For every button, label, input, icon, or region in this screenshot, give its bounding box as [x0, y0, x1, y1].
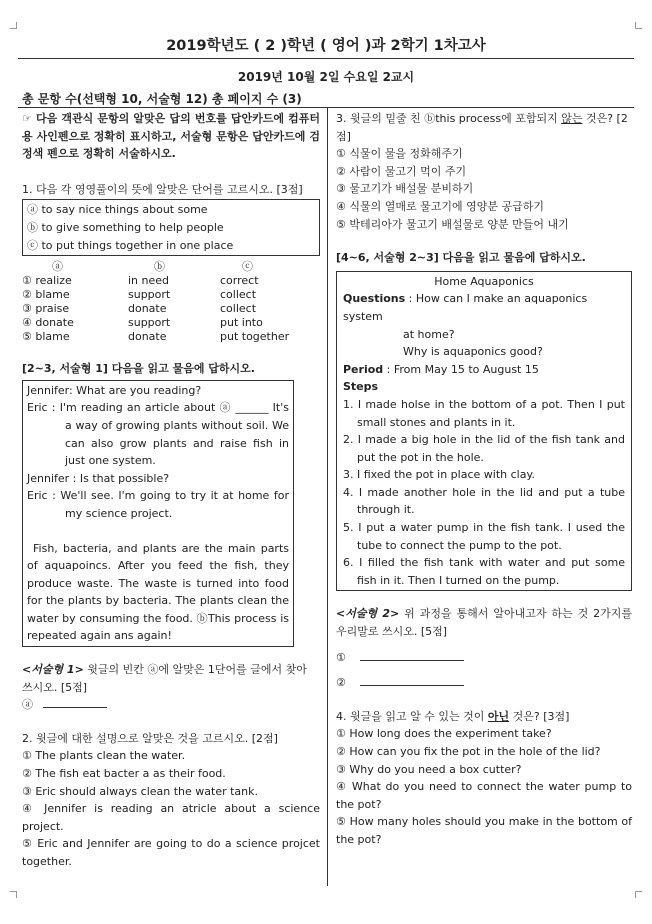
sq2-blank[interactable]	[360, 649, 464, 661]
step-item: 3. I fixed the pot in place with clay.	[343, 468, 535, 482]
q3-option[interactable]: ① 식물이 물을 정화해주기	[336, 147, 463, 161]
q4-option[interactable]: ② How can you fix the pot in the hole of the lid?	[336, 745, 601, 758]
period-value: : From May 15 to August 15	[386, 362, 539, 376]
dialogue-box	[22, 380, 294, 647]
step-item: 5. I put a water pump in the fish tank. I used the tube to connect the pump to the pot.	[343, 521, 625, 552]
box-title: Home Aquaponics	[434, 274, 534, 288]
box-questions	[343, 290, 625, 325]
q1-opt: donate	[128, 302, 167, 316]
q1-opt[interactable]: ③ praise	[22, 302, 70, 316]
dialogue-line: Eric : I'm reading an article about ⓐ ______ It's a way of growing plants without soil. We can also grow plants and raise fish in just one system.	[27, 401, 289, 468]
q1-opt: collect	[220, 302, 257, 316]
step-item: 6. I filled the fish tank with water and put some fish in it. Then I turned on the pump.	[343, 556, 625, 587]
q3-option[interactable]: ④ 식물의 열매로 물고기에 영양분 공급하기	[336, 199, 544, 213]
question-line: Why is aquaponics good?	[403, 345, 543, 359]
sq1-label: <서술형 1>	[22, 663, 84, 677]
sq2-text: 위 과정을 통해서 알아내고자 하는 것 2가지를 우리말로 쓰시오. [5점]	[336, 607, 633, 639]
sq2-mark: ①	[336, 650, 346, 664]
corner-mark	[635, 22, 642, 29]
q1-opt: put together	[220, 330, 290, 344]
q23-heading: [2~3, 서술형 1] 다음을 읽고 물음에 답하시오.	[22, 362, 255, 376]
q4-option[interactable]: ④ What do you need to connect the water pump to the pot?	[336, 780, 632, 811]
q3-stem	[336, 110, 632, 145]
sq2-mark: ②	[336, 676, 346, 690]
q3-stem-b: 것은? [2점]	[336, 112, 628, 143]
q2-stem: 2. 윗글에 대한 설명으로 알맞은 것을 고르시오. [2점]	[22, 731, 278, 745]
step-item: 4. I made another hole in the lid and put a tube through it.	[343, 485, 625, 517]
q1-opt: support	[128, 316, 171, 330]
q4-stem-emphasis: 아닌	[487, 709, 510, 723]
column-divider	[327, 108, 328, 886]
sq2-question	[336, 605, 632, 640]
title-rule	[18, 58, 634, 59]
q2-option[interactable]: ② The fish eat bacter a as their food.	[22, 767, 226, 781]
q3-option[interactable]: ② 사람이 물고기 먹이 주기	[336, 164, 467, 178]
exam-date: 2019년 10월 2일 수요일 2교시	[237, 70, 415, 84]
q2-option[interactable]: ④ Jennifer is reading an atricle about a science project.	[22, 802, 320, 833]
q3-stem-a: 3. 윗글의 밑줄 친 ⓑthis process에 포함되지	[336, 112, 562, 125]
sq2-blank[interactable]	[360, 674, 464, 686]
q3-option[interactable]: ③ 물고기가 배설물 분비하기	[336, 182, 474, 196]
q1-opt: donate	[128, 330, 167, 344]
sq2-answer-2	[336, 674, 632, 692]
q4-stem-a: 4. 윗글을 읽고 알 수 있는 것이	[336, 709, 488, 723]
q2-option[interactable]: ① The plants clean the water.	[22, 749, 186, 763]
q1-opt: support	[128, 288, 171, 302]
q1-definitions-box	[22, 199, 320, 256]
question-line: : How can I make an aquaponics system	[343, 292, 588, 323]
sq1-answer-blank[interactable]	[43, 696, 107, 708]
q1-def-c: ⓒ to put things together in one place	[27, 238, 234, 252]
q1-def-b: ⓑ to give something to help people	[27, 220, 224, 234]
q4-option[interactable]: ① How long does the experiment take?	[336, 727, 552, 741]
sq1-answer	[22, 696, 320, 714]
aquaponics-box	[336, 271, 632, 592]
dialogue-line: Jennifer: What are you reading?	[27, 383, 202, 397]
step-item: 2. I made a big hole in the lid of the fish tank and put the pot in the hole.	[343, 433, 625, 464]
q1-opt: put into	[220, 316, 263, 330]
q4-stem-b: 것은? [3점]	[509, 709, 570, 723]
q1-opt[interactable]: ① realize	[22, 274, 72, 288]
q1-opt: collect	[220, 288, 257, 302]
sq1-question	[22, 661, 320, 696]
q1-opt[interactable]: ② blame	[22, 288, 70, 302]
header-rule	[18, 107, 634, 108]
q4-option[interactable]: ③ Why do you need a box cutter?	[336, 762, 522, 776]
q3-option[interactable]: ⑤ 박테리아가 물고기 배설물로 양분 만들어 내기	[336, 217, 569, 231]
sq1-answer-mark: ⓐ	[22, 698, 33, 712]
question-line: at home?	[403, 327, 455, 341]
step-item: 1. I made holse in the bottom of a pot. Then I put small stones and plants in it.	[343, 397, 625, 429]
q3-stem-emphasis: 않는	[561, 112, 583, 125]
exam-page	[18, 30, 634, 890]
left-column	[22, 110, 320, 871]
q1-opt[interactable]: ④ donate	[22, 316, 74, 330]
q1-opt: in need	[128, 274, 170, 288]
q1-header-b: ⓑ	[154, 260, 165, 274]
q2-option[interactable]: ⑤ Eric and Jennifer are going to do a science projcet together.	[22, 837, 320, 868]
questions-label: Questions	[343, 292, 406, 306]
period-label: Period	[343, 362, 384, 376]
exam-title: 2019학년도 ( 2 )학년 ( 영어 )과 2학기 1차고사	[166, 38, 486, 54]
q1-opt: correct	[220, 274, 259, 288]
q1-def-a: ⓐ to say nice things about some	[27, 203, 208, 217]
instruction: ☞ 다음 객관식 문항의 알맞은 답의 번호를 답안카드에 컴퓨터용 사인펜으로 정확히 표시하고, 서술형 문항은 답안카드에 검정색 펜으로 정확히 서술하시오.	[22, 112, 320, 161]
passage: Fish, bacteria, and plants are the main parts of aquapoincs. After you feed the fish, they produce waste. The waste is turned into food for the plants by bacteria. The plants clean the water by consuming the food. ⓑThis process is repeated again ans again!	[27, 541, 289, 643]
sq1-text: 윗글의 빈칸 ⓐ에 알맞은 1단어를 글에서 찾아 쓰시오. [5점]	[22, 663, 307, 694]
q2-option[interactable]: ③ Eric should always clean the water tank.	[22, 784, 259, 798]
q1-header-a: ⓐ	[52, 260, 63, 274]
dialogue-line: Jennifer : Is that possible?	[27, 471, 170, 485]
q1-options	[22, 260, 320, 344]
exam-summary: 총 문항 수(선택형 10, 서술형 12) 총 페이지 수 (3)	[22, 92, 302, 106]
right-column	[336, 110, 632, 849]
corner-mark	[10, 22, 17, 29]
q4-option[interactable]: ⑤ How many holes should you make in the bottom of the pot?	[336, 815, 632, 846]
sq2-answer-1	[336, 649, 632, 667]
corner-mark	[10, 891, 17, 898]
q1-stem: 1. 다음 각 영영풀이의 뜻에 알맞은 단어를 고르시오. [3점]	[22, 182, 303, 196]
sq2-label: <서술형 2>	[336, 607, 400, 621]
box-period	[343, 361, 625, 379]
corner-mark	[635, 891, 642, 898]
q4-stem	[336, 708, 632, 726]
q46-heading: [4~6, 서술형 2~3] 다음을 읽고 물음에 답하시오.	[336, 251, 586, 265]
q1-header-c: ⓒ	[242, 260, 253, 274]
q1-opt[interactable]: ⑤ blame	[22, 330, 70, 344]
steps-label: Steps	[343, 380, 379, 394]
dialogue-line: Eric : We'll see. I'm going to try it at home for my science project.	[27, 489, 289, 520]
